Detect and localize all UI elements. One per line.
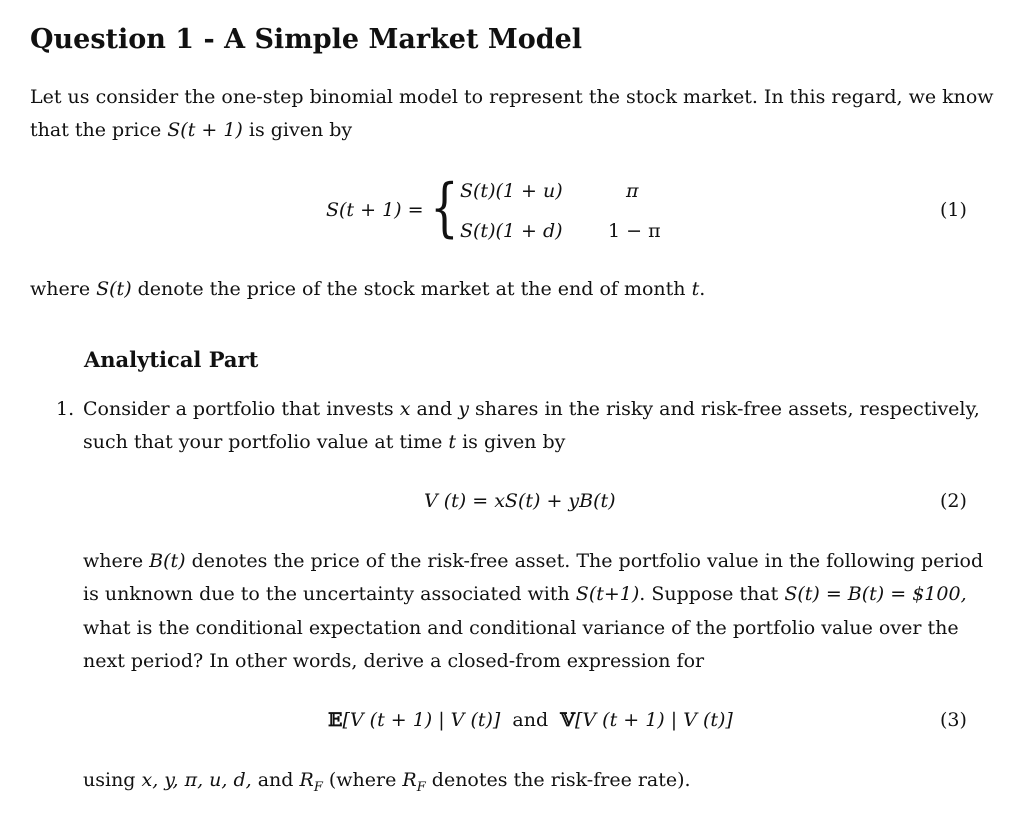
section-heading: Analytical Part <box>84 347 259 372</box>
final-line <box>83 769 691 795</box>
rf-symbol-2: R <box>402 769 417 791</box>
eq1-lhs: S(t + 1) = <box>326 199 424 221</box>
final-prefix: using <box>83 769 142 791</box>
para2-math-eq: S(t) = B(t) = $100, <box>784 583 967 605</box>
where-middle: denote the price of the stock market at the end of month <box>131 278 692 300</box>
eq2-expr: V (t) = xS(t) + yB(t) <box>424 490 616 512</box>
eq1-brace: { <box>430 171 459 245</box>
eq1-case2-prob: 1 − π <box>608 220 661 242</box>
para2-line-3: what is the conditional expectation and conditional variance of the portfolio value over the <box>83 617 959 639</box>
eq3-number: (3) <box>940 709 967 731</box>
para2-math-s: S(t+1) <box>575 583 640 605</box>
variance-symbol: 𝕍 <box>560 709 575 731</box>
item1-line-1 <box>83 398 980 420</box>
item1-text-d: such that your portfolio value at time <box>83 431 449 453</box>
where-math-2: t <box>691 278 700 300</box>
final-suffix: denotes the risk-free rate). <box>425 769 691 791</box>
item1-var-t: t <box>448 431 457 453</box>
item1-text-c: shares in the risky and risk-free assets, respectively, <box>468 398 980 420</box>
page-title: Question 1 - A Simple Market Model <box>30 24 583 55</box>
list-marker: 1. <box>56 398 75 420</box>
where-math-1: S(t) <box>96 278 132 300</box>
rf-subscript-2: F <box>416 779 426 795</box>
eq2-number: (2) <box>940 490 967 512</box>
para2-text-c: is unknown due to the uncertainty associated with <box>83 583 576 605</box>
para2-math-b: B(t) <box>149 550 186 572</box>
rf-subscript: F <box>313 779 323 795</box>
where-prefix: where <box>30 278 97 300</box>
intro-line-1: Let us consider the one-step binomial model to represent the stock market. In this regard, we know <box>30 86 994 108</box>
item1-text-a: Consider a portfolio that invests <box>83 398 400 420</box>
where-suffix: . <box>699 278 706 300</box>
intro-math: S(t + 1) <box>167 119 243 141</box>
rf-symbol: R <box>299 769 314 791</box>
item1-text-e: is given by <box>456 431 566 453</box>
intro-line-2 <box>30 119 352 141</box>
para2-text-d: . Suppose that <box>639 583 785 605</box>
eq3-expectation-arg: [V (t + 1) | V (t)] <box>342 709 501 731</box>
para2-line-1 <box>83 550 983 572</box>
eq1-case1-expr: S(t)(1 + u) <box>460 180 563 202</box>
final-and: and <box>251 769 300 791</box>
item1-var-y: y <box>458 398 469 420</box>
eq1-case1-prob: π <box>626 180 639 202</box>
item1-text-b: and <box>410 398 459 420</box>
eq1-number: (1) <box>940 199 967 221</box>
item1-var-x: x <box>399 398 411 420</box>
eq3-variance-arg: [V (t + 1) | V (t)] <box>575 709 733 731</box>
final-vars: x, y, π, u, d, <box>141 769 252 791</box>
intro-text-suffix: is given by <box>242 119 353 141</box>
eq3-and: and <box>512 709 549 731</box>
item1-line-2 <box>83 431 565 453</box>
final-mid: (where <box>322 769 403 791</box>
para2-line-4: next period? In other words, derive a closed-from expression for <box>83 650 705 672</box>
intro-text: that the price <box>30 119 168 141</box>
eq1-case2-expr: S(t)(1 + d) <box>460 220 563 242</box>
para2-text-a: where <box>83 550 150 572</box>
para2-line-2 <box>83 583 967 605</box>
para2-text-b: denotes the price of the risk-free asset. The portfolio value in the following period <box>185 550 984 572</box>
expectation-symbol: 𝔼 <box>328 709 343 731</box>
where-line <box>30 278 705 300</box>
eq3-expr <box>328 709 733 731</box>
